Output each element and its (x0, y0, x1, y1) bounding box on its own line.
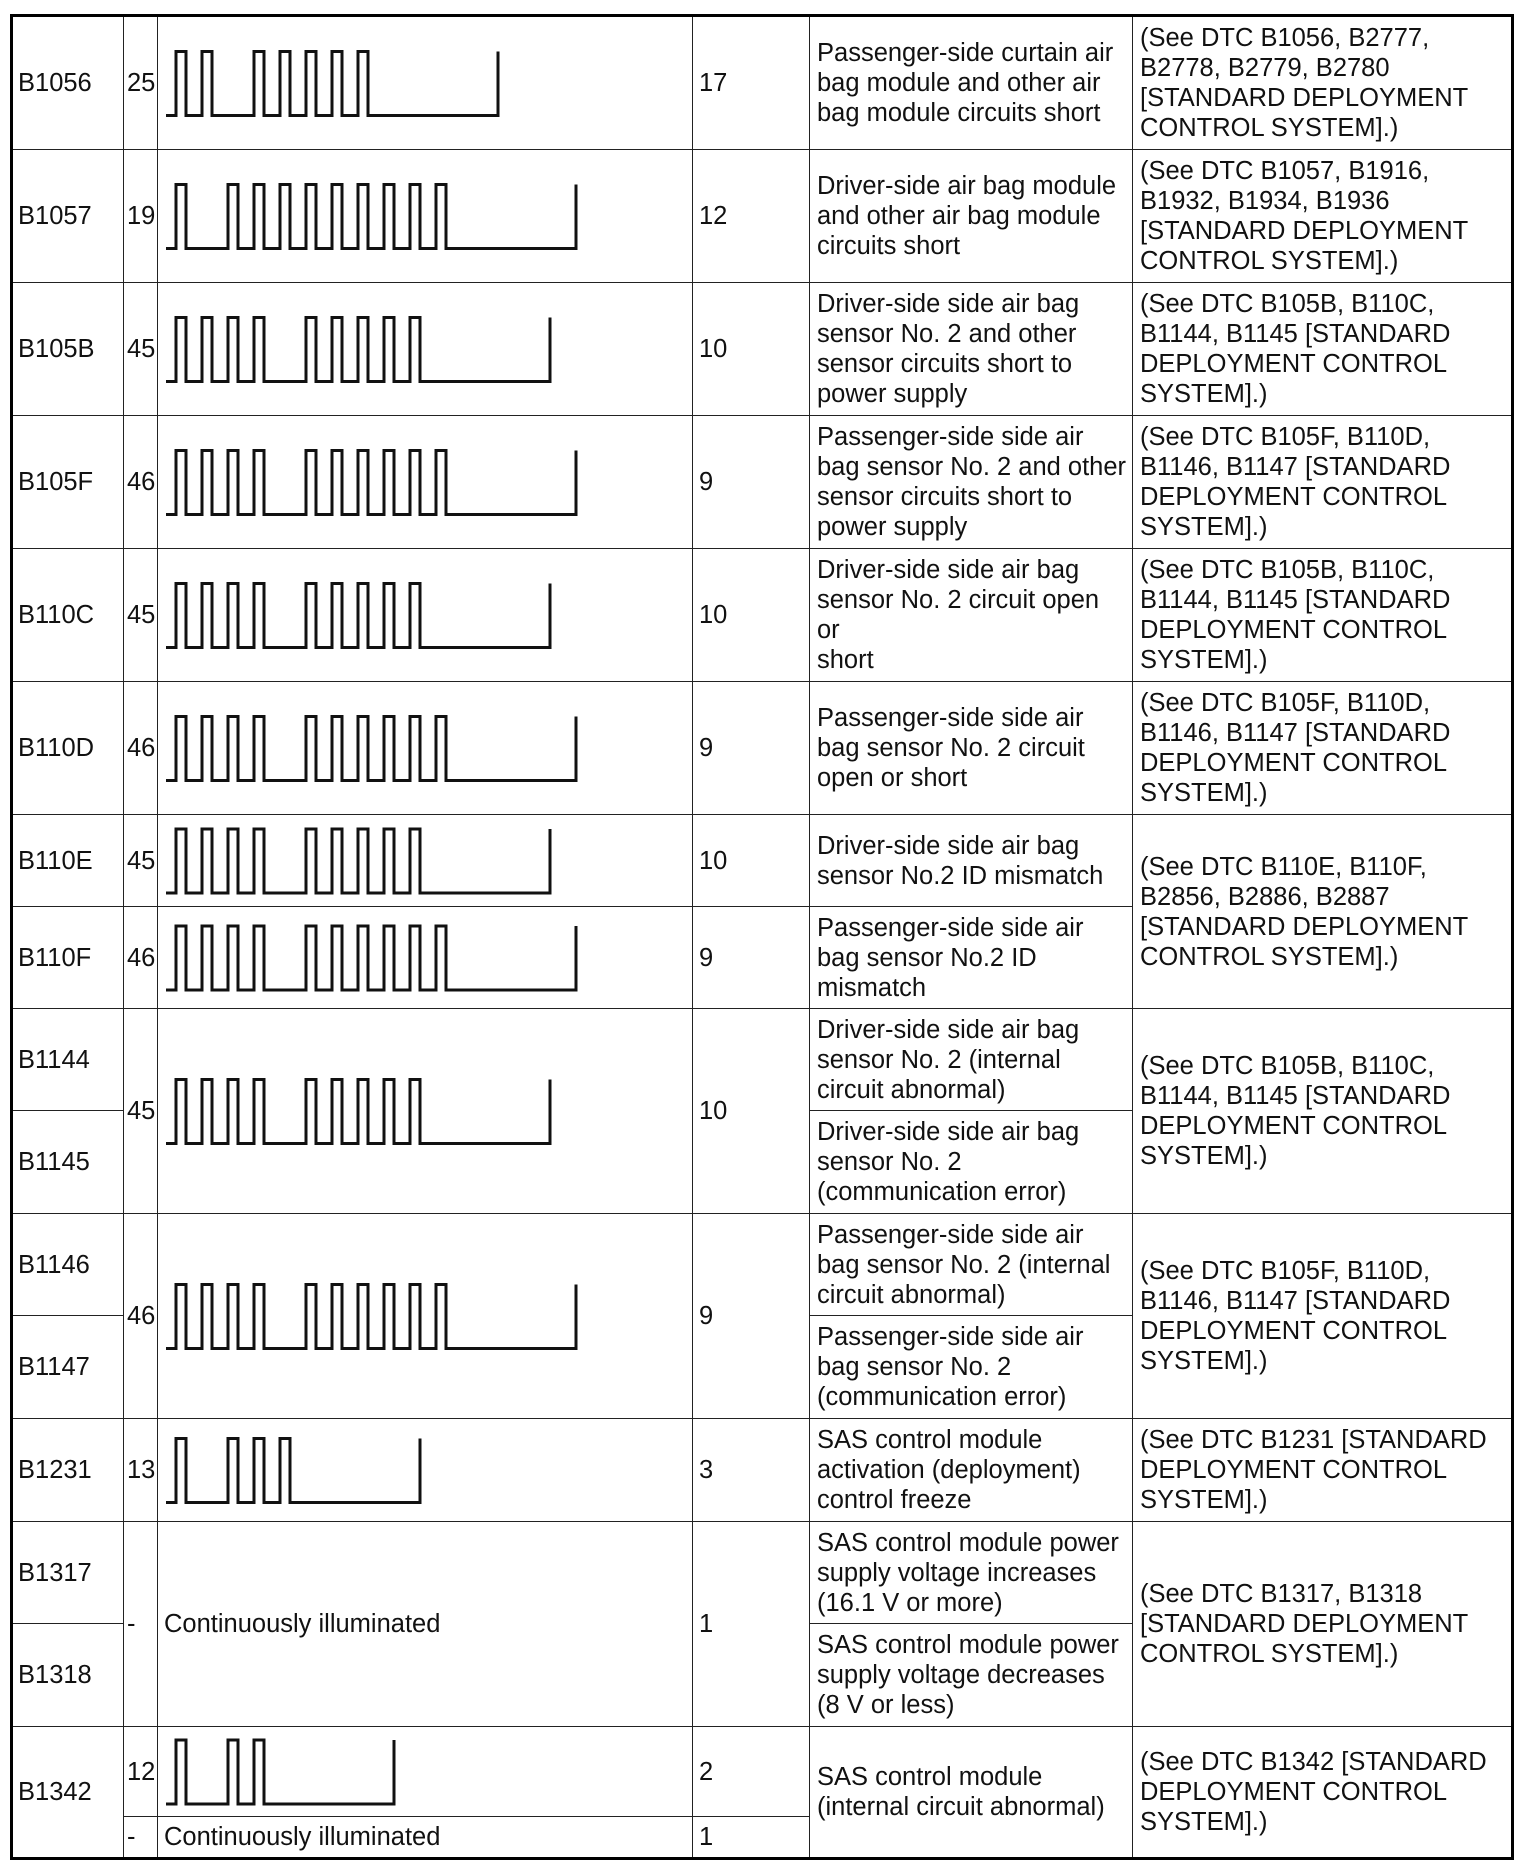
dtc-code: B110D (13, 682, 124, 815)
description: Driver-side side air bag sensor No. 2 and other sensor circuits short to power supply (810, 283, 1133, 416)
dtc-code: B1146 (13, 1214, 124, 1316)
waveform-path (166, 1740, 394, 1804)
description: SAS control module activation (deployment) control freeze (810, 1419, 1133, 1522)
description: SAS control module power supply voltage decreases (8 V or less) (810, 1624, 1133, 1727)
reference: (See DTC B105B, B110C, B1144, B1145 [STANDARD DEPLOYMENT CONTROL SYSTEM].) (1133, 549, 1511, 682)
flash-count: - (124, 1522, 158, 1727)
waveform-path (166, 829, 550, 893)
flash-count: 45 (124, 283, 158, 416)
flash-count: 46 (124, 682, 158, 815)
dtc-code: B1317 (13, 1522, 124, 1624)
flash-count: 46 (124, 416, 158, 549)
flash-waveform (158, 907, 693, 1009)
reference: (See DTC B105B, B110C, B1144, B1145 [STANDARD DEPLOYMENT CONTROL SYSTEM].) (1133, 1009, 1511, 1214)
waveform-path (166, 1080, 550, 1144)
waveform-path (166, 185, 576, 249)
description: Passenger-side side air bag sensor No. 2 (internal circuit abnormal) (810, 1214, 1133, 1316)
reference: (See DTC B1056, B2777, B2778, B2779, B2780 [STANDARD DEPLOYMENT CONTROL SYSTEM].) (1133, 17, 1511, 150)
description: Passenger-side side air bag sensor No. 2 circuit open or short (810, 682, 1133, 815)
flash-waveform (158, 815, 693, 907)
reference: (See DTC B1317, B1318 [STANDARD DEPLOYMENT CONTROL SYSTEM].) (1133, 1522, 1511, 1727)
dtc-code: B105B (13, 283, 124, 416)
waveform-path (166, 1285, 576, 1349)
flash-count: 13 (124, 1419, 158, 1522)
flash-waveform (158, 682, 693, 815)
reference: (See DTC B110E, B110F, B2856, B2886, B2887 [STANDARD DEPLOYMENT CONTROL SYSTEM].) (1133, 815, 1511, 1009)
description: SAS control module (internal circuit abnormal) (810, 1727, 1133, 1857)
flash-waveform (158, 17, 693, 150)
priority: 9 (693, 1214, 810, 1419)
flash-waveform (158, 1009, 693, 1214)
description: Passenger-side side air bag sensor No. 2 and other sensor circuits short to power supply (810, 416, 1133, 549)
priority: 2 (693, 1727, 810, 1817)
flash-count: 46 (124, 907, 158, 1009)
dtc-code: B1231 (13, 1419, 124, 1522)
waveform-path (166, 451, 576, 515)
priority: 10 (693, 549, 810, 682)
waveform-path (166, 1439, 420, 1503)
dtc-table (10, 14, 1514, 1860)
priority: 10 (693, 1009, 810, 1214)
flash-count: 25 (124, 17, 158, 150)
description: Passenger-side curtain air bag module and other air bag module circuits short (810, 17, 1133, 150)
description: Driver-side side air bag sensor No. 2 circuit open or short (810, 549, 1133, 682)
flash-waveform (158, 416, 693, 549)
dtc-code: B1145 (13, 1111, 124, 1214)
priority: 12 (693, 150, 810, 283)
flash-count: 19 (124, 150, 158, 283)
reference: (See DTC B1231 [STANDARD DEPLOYMENT CONTROL SYSTEM].) (1133, 1419, 1511, 1522)
flash-count: 12 (124, 1727, 158, 1817)
reference: (See DTC B105F, B110D, B1146, B1147 [STANDARD DEPLOYMENT CONTROL SYSTEM].) (1133, 416, 1511, 549)
description: Driver-side side air bag sensor No.2 ID mismatch (810, 815, 1133, 907)
flash-waveform (158, 150, 693, 283)
waveform-path (166, 584, 550, 648)
reference: (See DTC B105B, B110C, B1144, B1145 [STANDARD DEPLOYMENT CONTROL SYSTEM].) (1133, 283, 1511, 416)
description: Driver-side side air bag sensor No. 2 (communication error) (810, 1111, 1133, 1214)
continuously-illuminated-label: Continuously illuminated (164, 1610, 441, 1638)
flash-count: 45 (124, 1009, 158, 1214)
flash-waveform (158, 1817, 693, 1857)
dtc-code: B1147 (13, 1316, 124, 1419)
description: Driver-side side air bag sensor No. 2 (internal circuit abnormal) (810, 1009, 1133, 1111)
description: Driver-side air bag module and other air bag module circuits short (810, 150, 1133, 283)
flash-waveform (158, 1419, 693, 1522)
dtc-code: B1318 (13, 1624, 124, 1727)
priority: 10 (693, 283, 810, 416)
reference: (See DTC B1057, B1916, B1932, B1934, B1936 [STANDARD DEPLOYMENT CONTROL SYSTEM].) (1133, 150, 1511, 283)
flash-waveform (158, 549, 693, 682)
dtc-code: B1144 (13, 1009, 124, 1111)
priority: 10 (693, 815, 810, 907)
description: SAS control module power supply voltage increases (16.1 V or more) (810, 1522, 1133, 1624)
flash-count: 45 (124, 549, 158, 682)
dtc-code: B1342 (13, 1727, 124, 1857)
priority: 3 (693, 1419, 810, 1522)
flash-count: - (124, 1817, 158, 1857)
priority: 9 (693, 682, 810, 815)
waveform-path (166, 318, 550, 382)
flash-waveform (158, 1727, 693, 1817)
waveform-path (166, 717, 576, 781)
description: Passenger-side side air bag sensor No. 2 (communication error) (810, 1316, 1133, 1419)
flash-waveform (158, 1522, 693, 1727)
priority: 1 (693, 1817, 810, 1857)
priority: 9 (693, 416, 810, 549)
continuously-illuminated-label: Continuously illuminated (164, 1823, 441, 1851)
reference: (See DTC B105F, B110D, B1146, B1147 [STANDARD DEPLOYMENT CONTROL SYSTEM].) (1133, 1214, 1511, 1419)
dtc-code: B105F (13, 416, 124, 549)
dtc-code: B1057 (13, 150, 124, 283)
waveform-path (166, 926, 576, 990)
flash-waveform (158, 1214, 693, 1419)
flash-count: 45 (124, 815, 158, 907)
priority: 1 (693, 1522, 810, 1727)
dtc-code: B110F (13, 907, 124, 1009)
reference: (See DTC B1342 [STANDARD DEPLOYMENT CONTROL SYSTEM].) (1140, 1748, 1487, 1836)
flash-count: 46 (124, 1214, 158, 1419)
priority: 17 (693, 17, 810, 150)
priority: 9 (693, 907, 810, 1009)
dtc-code: B110E (13, 815, 124, 907)
description: Passenger-side side air bag sensor No.2 ID mismatch (810, 907, 1133, 1009)
dtc-code: B110C (13, 549, 124, 682)
waveform-path (166, 52, 498, 116)
flash-waveform (158, 283, 693, 416)
reference: (See DTC B105F, B110D, B1146, B1147 [STANDARD DEPLOYMENT CONTROL SYSTEM].) (1133, 682, 1511, 815)
dtc-code: B1056 (13, 17, 124, 150)
